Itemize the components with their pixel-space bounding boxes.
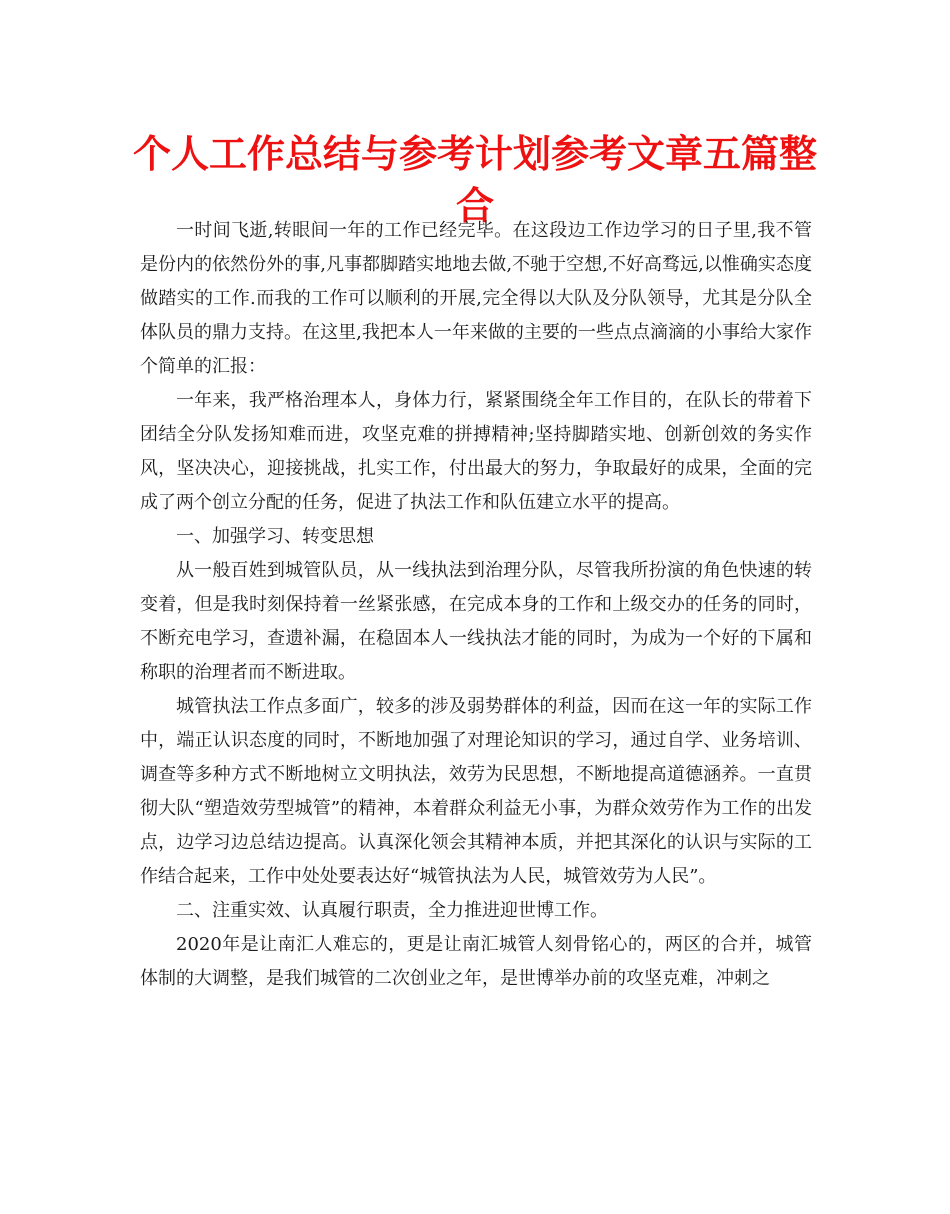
paragraph-section-2a: 2020年是让南汇人难忘的，更是让南汇城管人刻骨铭心的，两区的合并，城管体制的大调整，是我们城管的二次创业之年，是世博举办前的攻坚克难，冲刺之 [140,934,812,989]
document-title: 个人工作总结与参考计划参考文章五篇整合 [132,132,817,228]
paragraph-intro: 一时间飞逝,转眼间一年的工作已经完毕。在这段边工作边学习的日子里,我不管是份内的依然份外的事,凡事都脚踏实地地去做,不驰于空想,不好高骛远,以惟确实态度做踏实的工作.而我的工作可以顺利的开展,完全得以大队及分队领导，尤其是分队全体队员的鼎力支持。在这里,我把本人一年来做的主要的一些点点滴滴的小事给大家作个简单的汇报： [140,220,812,377]
section-heading-1: 一、加强学习、转变思想 [176,526,374,547]
paragraph-section-1b: 城管执法工作点多面广，较多的涉及弱势群体的利益，因而在这一年的实际工作中，端正认识态度的同时，不断地加强了对理论知识的学习，通过自学、业务培训、调查等多种方式不断地树立文明执法，效劳为民思想，不断地提高道德涵养。一直贯彻大队“塑造效劳型城管”的精神，本着群众利益无小事，为群众效劳作为工作的出发点，边学习边总结边提高。认真深化领会其精神本质，并把其深化的认识与实际的工作结合起来，工作中处处要表达好“城管执法为人民，城管效劳为人民”。 [140,696,812,887]
paragraph-section-1a: 从一般百姓到城管队员，从一线执法到治理分队，尽管我所扮演的角色快速的转变着，但是我时刻保持着一丝紧张感，在完成本身的工作和上级交办的任务的同时，不断充电学习，查遗补漏，在稳固本人一线执法才能的同时，为成为一个好的下属和称职的治理者而不断进取。 [140,560,812,683]
paragraph-summary: 一年来，我严格治理本人，身体力行，紧紧围绕全年工作目的，在队长的带着下团结全分队发扬知难而进，攻坚克难的拼搏精神;坚持脚踏实地、创新创效的务实作风，坚决决心，迎接挑战，扎实工作，付出最大的努力，争取最好的成果，全面的完成了两个创立分配的任务，促进了执法工作和队伍建立水平的提高。 [140,390,812,513]
document-body [140,214,812,996]
section-heading-2: 二、注重实效、认真履行职责，全力推进迎世博工作。 [176,900,608,921]
